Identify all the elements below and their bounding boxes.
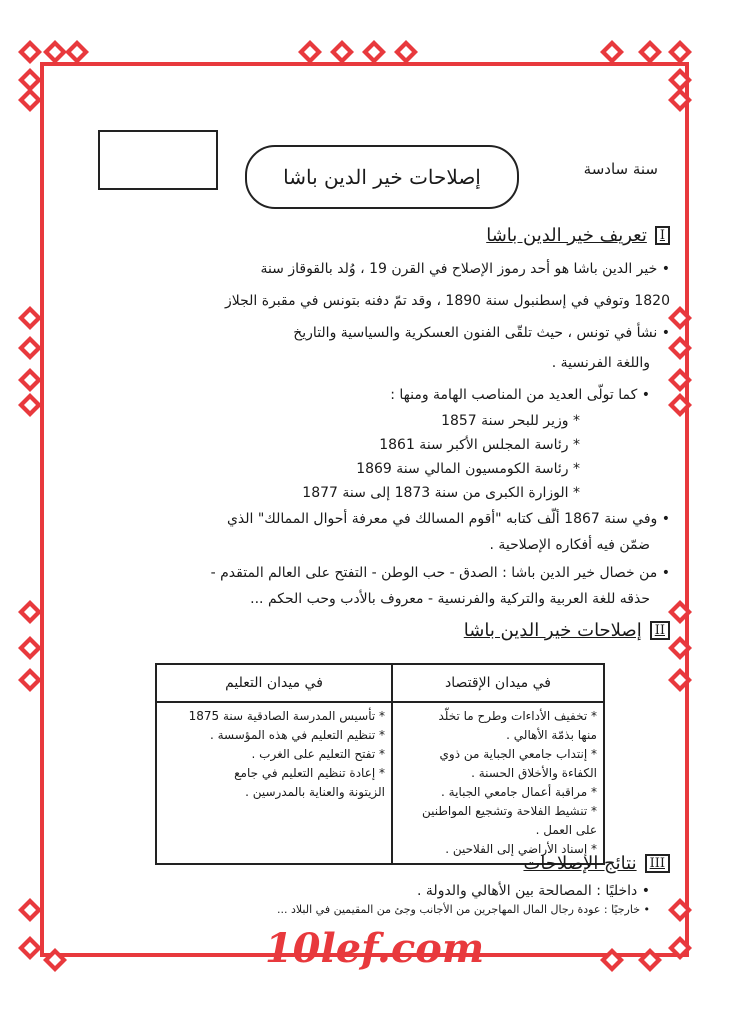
diamond-ornament <box>17 305 43 331</box>
section-title: إصلاحات خير الدين باشا <box>463 620 642 641</box>
section-title: تعريف خير الدين باشا <box>486 225 647 246</box>
text-line: • نشأ في تونس ، حيث تلقّى الفنون العسكرية والسياسية والتاريخ <box>293 325 670 341</box>
section-heading-1 <box>486 225 670 246</box>
diamond-ornament <box>667 39 693 65</box>
list-item: على العمل . <box>535 823 597 837</box>
column-header-education: في ميدان التعليم <box>156 664 392 702</box>
diamond-ornament <box>393 39 419 65</box>
diamond-ornament <box>17 87 43 113</box>
text-line: * رئاسة المجلس الأكبر سنة 1861 <box>379 437 580 453</box>
diamond-ornament <box>17 897 43 923</box>
diamond-ornament <box>667 335 693 361</box>
list-item: * تأسيس المدرسة الصادقية سنة 1875 <box>188 709 386 723</box>
text-line: * رئاسة الكومسيون المالي سنة 1869 <box>356 461 580 477</box>
economy-cell <box>392 702 604 864</box>
diamond-ornament <box>667 667 693 693</box>
worksheet <box>80 115 670 915</box>
diamond-ornament <box>667 305 693 331</box>
diamond-ornament <box>667 87 693 113</box>
column-header-economy: في ميدان الإقتصاد <box>392 664 604 702</box>
text-line: • داخليًا : المصالحة بين الأهالي والدولة . <box>417 883 650 899</box>
section-heading-2 <box>464 620 670 641</box>
list-item: * تنظيم التعليم في هذه المؤسسة . <box>209 728 386 742</box>
diamond-ornament <box>17 367 43 393</box>
diamond-ornament <box>297 39 323 65</box>
text-line: • خير الدين باشا هو أحد رموز الإصلاح في القرن 19 ، وُلد بالقوقاز سنة <box>260 261 670 277</box>
text-line: حذقه للغة العربية والتركية والفرنسية - معروف بالأدب وحب الحكم ... <box>250 591 650 607</box>
diamond-ornament <box>637 39 663 65</box>
section-number: I <box>655 226 670 245</box>
list-item: الكفاءة والأخلاق الحسنة . <box>471 766 597 780</box>
list-item: * إسناد الأراضي إلى الفلاحين . <box>445 842 597 856</box>
text-line: واللغة الفرنسية . <box>551 355 650 371</box>
list-item: * تفتح التعليم على الغرب . <box>251 747 386 761</box>
list-item: منها بذمّة الأهالي . <box>506 728 597 742</box>
text-line: • وفي سنة 1867 ألّف كتابه "أقوم المسالك في معرفة أحوال الممالك" الذي <box>226 511 670 527</box>
diamond-ornament <box>17 635 43 661</box>
text-line: * وزير للبحر سنة 1857 <box>441 413 580 429</box>
list-item: الزيتونة والعناية بالمدرسين . <box>245 785 386 799</box>
page-title: إصلاحات خير الدين باشا <box>245 145 519 209</box>
section-number: II <box>650 621 670 640</box>
diamond-ornament <box>329 39 355 65</box>
education-cell <box>156 702 392 864</box>
text-line: • خارجيًا : عودة رجال المال المهاجرين من الأجانب وجئ من المقيمين في البلاد ... <box>276 903 650 916</box>
diamond-ornament <box>64 39 90 65</box>
diamond-ornament <box>599 39 625 65</box>
list-item: * إعادة تنظيم التعليم في جامع <box>234 766 386 780</box>
diamond-ornament <box>667 367 693 393</box>
diamond-ornament <box>17 667 43 693</box>
watermark: 10lef.com <box>264 925 485 972</box>
diamond-ornament <box>17 335 43 361</box>
diamond-ornament <box>667 392 693 418</box>
diamond-ornament <box>17 392 43 418</box>
reforms-table <box>155 663 605 865</box>
text-line: 1820 وتوفي في إسطنبول سنة 1890 ، وقد تمّ دفنه بتونس في مقبرة الجلاز <box>224 293 670 309</box>
text-line: • من خصال خير الدين باشا : الصدق - حب الوطن - التفتح على العالم المتقدم - <box>210 565 670 581</box>
section-heading-3 <box>523 853 670 874</box>
diamond-ornament <box>667 635 693 661</box>
diamond-ornament <box>17 39 43 65</box>
diamond-ornament <box>667 599 693 625</box>
section-title: نتائج الإصلاحات <box>523 853 637 874</box>
name-box <box>98 130 218 190</box>
list-item: * إنتداب جامعي الجباية من ذوي <box>439 747 597 761</box>
list-item: * تخفيف الأداءات وطرح ما تخلّد <box>438 709 597 723</box>
section-number: III <box>645 854 670 873</box>
list-item: * مراقبة أعمال جامعي الجباية . <box>441 785 597 799</box>
list-item: * تنشيط الفلاحة وتشجيع المواطنين <box>422 804 597 818</box>
text-line: • كما تولّى العديد من المناصب الهامة ومنها : <box>390 387 650 403</box>
text-line: * الوزارة الكبرى من سنة 1873 إلى سنة 1877 <box>302 485 580 501</box>
diamond-ornament <box>361 39 387 65</box>
text-line: ضمّن فيه أفكاره الإصلاحية . <box>489 537 650 553</box>
diamond-ornament <box>17 599 43 625</box>
diamond-ornament <box>667 897 693 923</box>
grade-label: سنة سادسة <box>583 160 658 178</box>
